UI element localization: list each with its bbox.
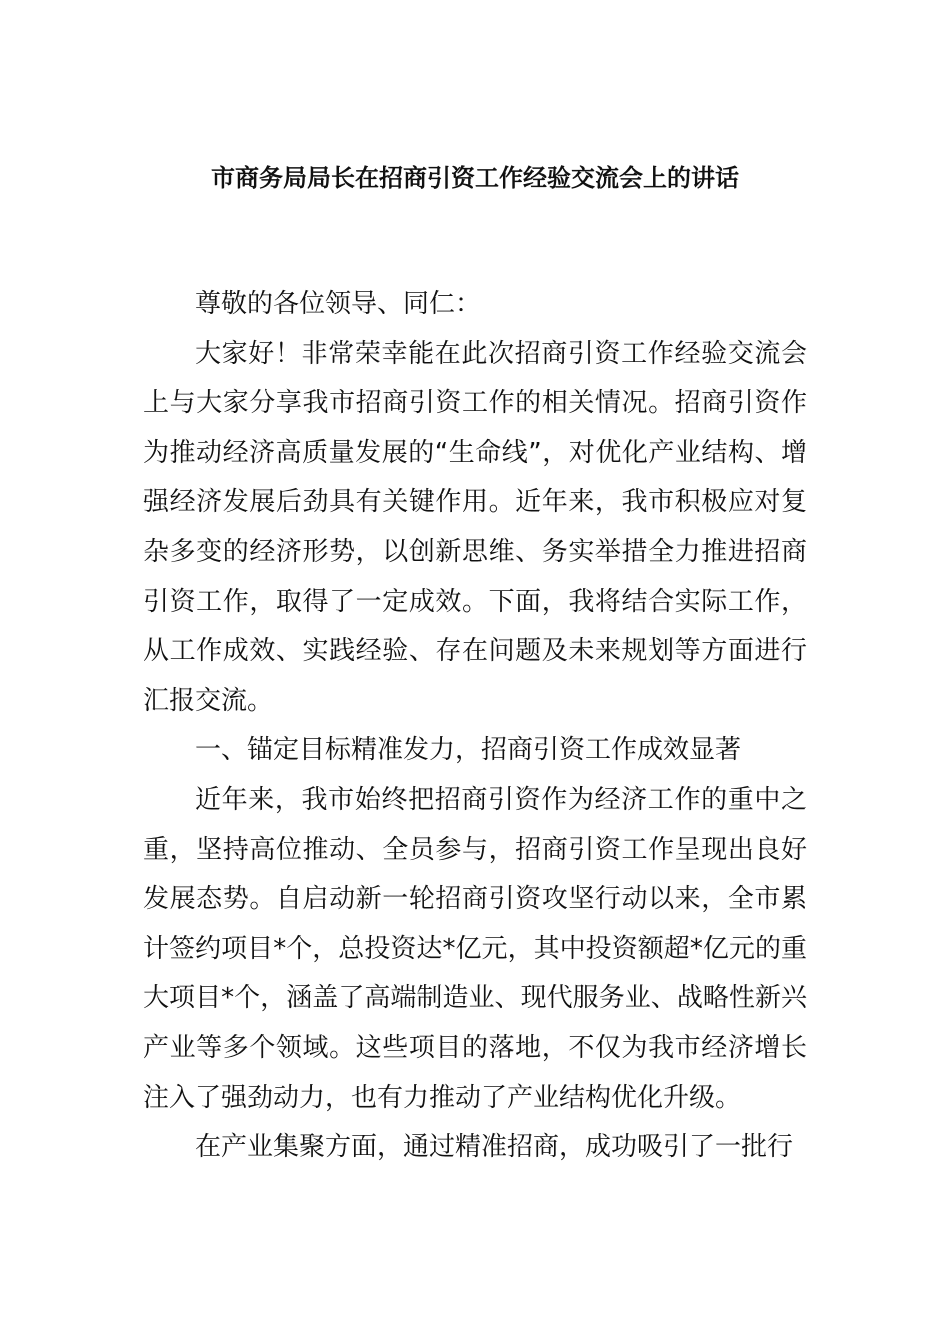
salutation: 尊敬的各位领导、同仁： xyxy=(195,289,482,319)
paragraph-industry-cluster: 在产业集聚方面，通过精准招商，成功吸引了一批行 xyxy=(195,1132,794,1163)
section-heading-1: 一、锚定目标精准发力，招商引资工作成效显著 xyxy=(195,735,742,766)
paragraph-intro: 大家好！非常荣幸能在此次招商引资工作经验交流会上与大家分享我市招商引资工作的相关情况。招商引资作为推动经济高质量发展的“生命线”，对优化产业结构、增强经济发展后劲具有关键作用。近年来，我市积极应对复杂多变的经济形势，以创新思维、务实举措全力推进招商引资工作，取得了一定成效。下面，我将结合实际工作，从工作成效、实践经验、存在问题及未来规划等方面进行汇报交流。 xyxy=(143,338,807,716)
document-title: 市商务局局长在招商引资工作经验交流会上的讲话 xyxy=(211,164,739,192)
paragraph-section-1: 近年来，我市始终把招商引资作为经济工作的重中之重，坚持高位推动、全员参与，招商引资工作呈现出良好发展态势。自启动新一轮招商引资攻坚行动以来，全市累计签约项目*个，总投资达*亿元，其中投资额超*亿元的重大项目*个，涵盖了高端制造业、现代服务业、战略性新兴产业等多个领域。这些项目的落地，不仅为我市经济增长注入了强劲动力，也有力推动了产业结构优化升级。 xyxy=(143,784,807,1113)
document-body xyxy=(143,280,807,1173)
